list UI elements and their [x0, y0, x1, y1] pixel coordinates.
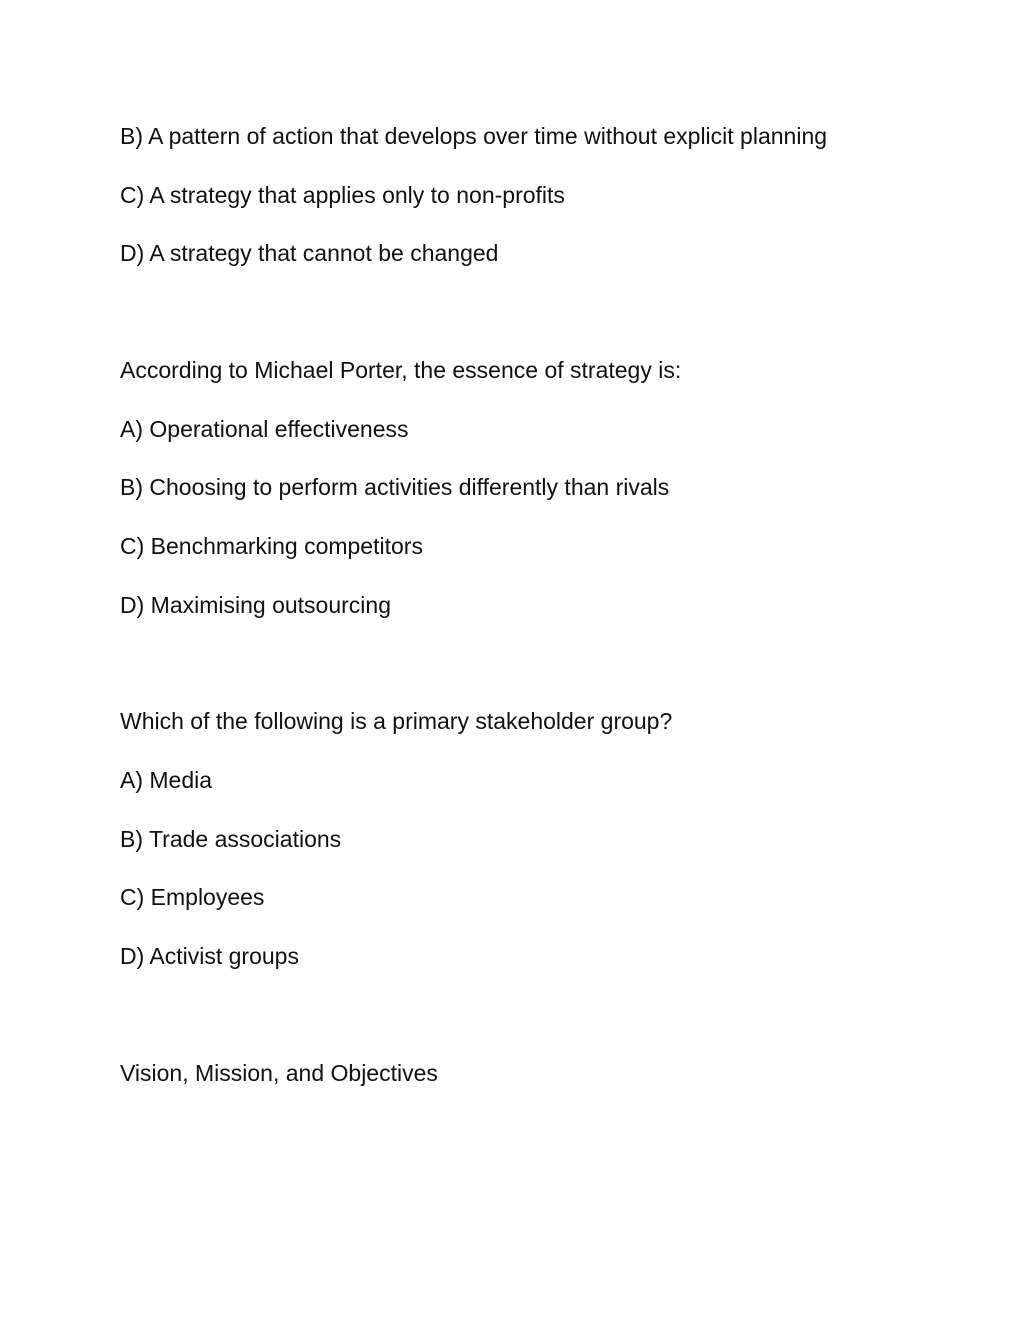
q2-option-c: C) Benchmarking competitors	[120, 533, 423, 559]
q1-option-b: B) A pattern of action that develops over time without explicit planning	[120, 123, 828, 149]
q2-prompt: According to Michael Porter, the essence of strategy is:	[120, 357, 682, 383]
q3-option-b: B) Trade associations	[120, 826, 342, 852]
section-heading: Vision, Mission, and Objectives	[120, 1060, 438, 1086]
q2-option-d: D) Maximising outsourcing	[120, 592, 391, 618]
q2-option-a: A) Operational effectiveness	[120, 416, 409, 442]
q1-option-d: D) A strategy that cannot be changed	[120, 240, 499, 266]
q3-prompt: Which of the following is a primary stakeholder group?	[120, 708, 673, 734]
q3-option-d: D) Activist groups	[120, 943, 299, 969]
q3-option-c: C) Employees	[120, 884, 265, 910]
q3-option-a: A) Media	[120, 767, 213, 793]
q1-option-c: C) A strategy that applies only to non-profits	[120, 182, 565, 208]
q2-option-b: B) Choosing to perform activities differently than rivals	[120, 474, 670, 500]
